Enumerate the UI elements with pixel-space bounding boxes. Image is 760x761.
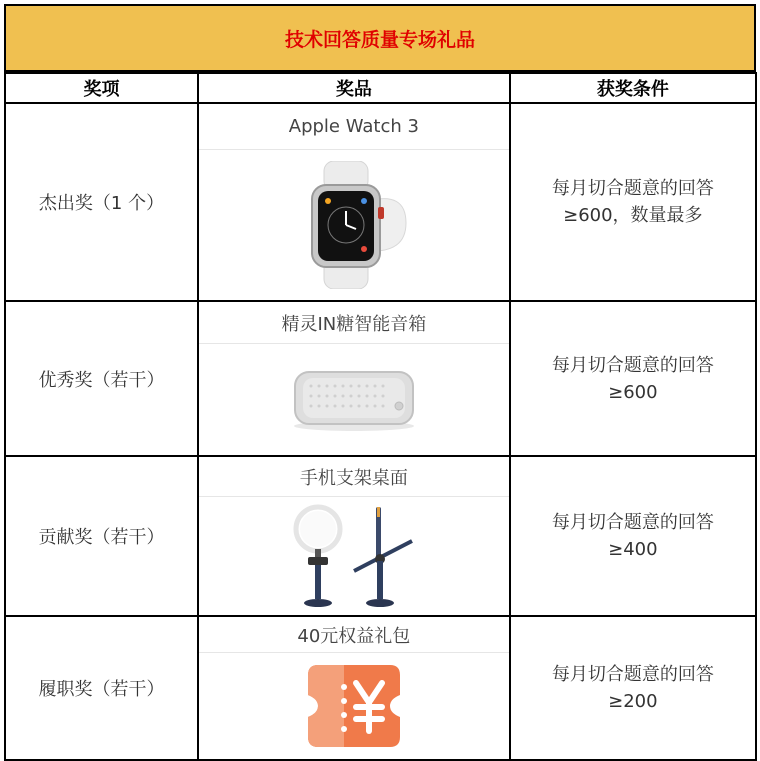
prize-name: Apple Watch 3	[199, 105, 509, 150]
table-row	[5, 301, 756, 456]
prize-name: 手机支架桌面	[199, 458, 509, 497]
awards-table	[4, 72, 757, 761]
prize-cell	[198, 456, 510, 616]
prize-cell	[198, 301, 510, 456]
condition-line: 每月切合题意的回答	[551, 512, 714, 533]
header-item: 奖项	[5, 73, 198, 103]
condition-threshold: ≥600，数量最多	[563, 205, 703, 226]
condition-threshold: ≥200	[608, 691, 658, 712]
prize-name: 精灵IN糖智能音箱	[199, 303, 509, 344]
condition-cell	[510, 616, 756, 760]
condition-line: 每月切合题意的回答	[551, 178, 714, 199]
condition-threshold: ≥600	[608, 381, 658, 403]
award-name: 贡献奖（若干）	[5, 456, 198, 616]
phone-stand-image	[199, 497, 509, 615]
award-name: 履职奖（若干）	[5, 616, 198, 760]
prize-cell	[198, 616, 510, 760]
header-prize: 奖品	[198, 73, 510, 103]
smartwatch-image	[199, 150, 509, 300]
award-name: 杰出奖（1 个）	[5, 103, 198, 301]
prize-cell	[198, 103, 510, 301]
table-row	[5, 456, 756, 616]
condition-threshold: ≥400	[608, 539, 658, 560]
award-name: 优秀奖（若干）	[5, 301, 198, 456]
table-row	[5, 103, 756, 301]
coupon-yuan-image	[199, 653, 509, 759]
page-title: 技术回答质量专场礼品	[4, 4, 756, 72]
header-row	[5, 73, 756, 103]
condition-line: 每月切合题意的回答	[551, 354, 714, 376]
table-row	[5, 616, 756, 760]
condition-cell	[510, 103, 756, 301]
condition-cell	[510, 456, 756, 616]
smart-speaker-image	[199, 344, 509, 454]
prize-name: 40元权益礼包	[199, 618, 509, 653]
condition-cell	[510, 301, 756, 456]
header-condition: 获奖条件	[510, 73, 756, 103]
condition-line: 每月切合题意的回答	[551, 664, 714, 685]
